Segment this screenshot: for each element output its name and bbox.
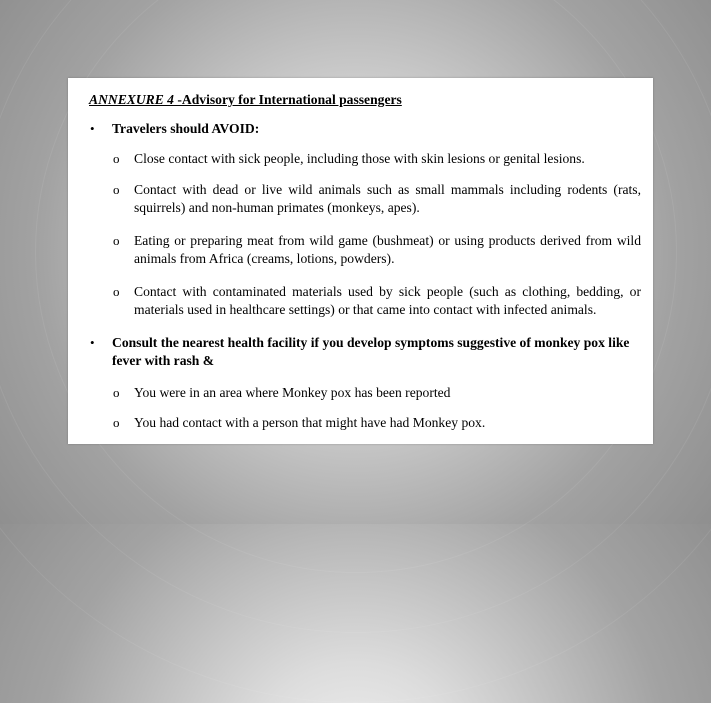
- list-item-text: Contact with contaminated materials used by sick people (such as clothing, bedding, or materials used in healthcare settings) or that came into contact with infected animals.: [134, 284, 641, 317]
- bullet-icon: •: [90, 335, 95, 350]
- section-heading-consult: Consult the nearest health facility if you develop symptoms suggestive of monkey pox like fever with rash &: [112, 335, 630, 368]
- sub-bullet-icon: o: [113, 385, 120, 400]
- annexure-title: [89, 91, 402, 109]
- list-item-text: Eating or preparing meat from wild game (bushmeat) or using products derived from wild animals from Africa (creams, lotions, powders).: [134, 233, 641, 266]
- sub-bullet-icon: o: [113, 182, 120, 197]
- list-item-text: You were in an area where Monkey pox has been reported: [134, 385, 451, 400]
- sub-bullet-icon: o: [113, 151, 120, 166]
- sub-bullet-icon: o: [113, 233, 120, 248]
- sub-bullet-icon: o: [113, 284, 120, 299]
- sub-bullet-icon: o: [113, 415, 120, 430]
- annexure-title-text: -Advisory for International passengers: [173, 92, 402, 107]
- document-page: [68, 78, 653, 444]
- bullet-icon: •: [90, 121, 95, 136]
- annexure-title-number: ANNEXURE 4: [89, 92, 174, 107]
- section-heading-avoid: Travelers should AVOID:: [112, 121, 260, 136]
- list-item-text: You had contact with a person that might have had Monkey pox.: [134, 415, 486, 430]
- list-item-text: Contact with dead or live wild animals such as small mammals including rodents (rats, squirrels) and non-human primates (monkeys, apes).: [134, 182, 641, 215]
- list-item-text: Close contact with sick people, including those with skin lesions or genital lesions.: [134, 151, 585, 166]
